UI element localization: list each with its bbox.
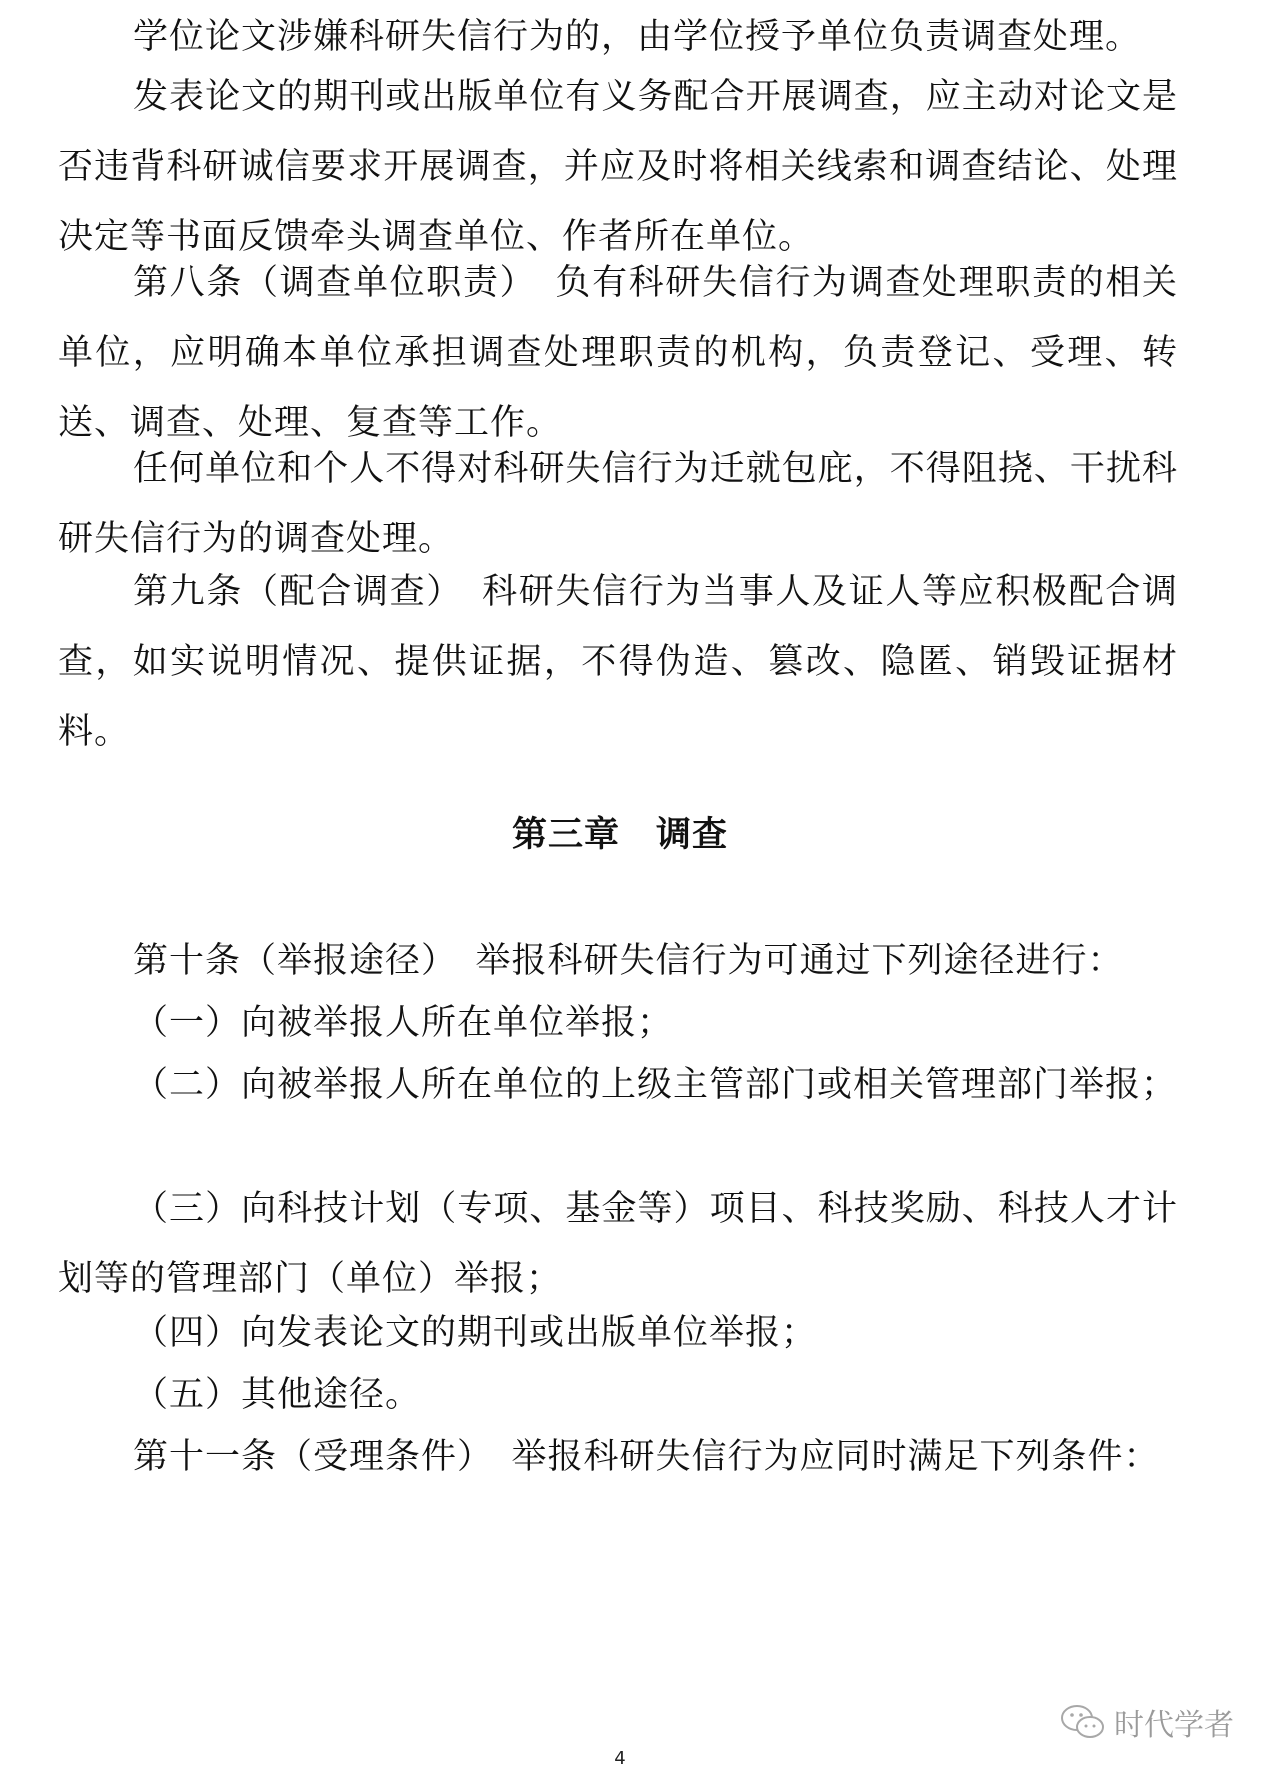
watermark xyxy=(1060,1700,1234,1744)
paragraph-journal-duty: 发表论文的期刊或出版单位有义务配合开展调查，应主动对论文是否违背科研诚信要求开展调查，并应及时将相关线索和调查结论、处理决定等书面反馈牵头调查单位、作者所在单位。 xyxy=(58,77,1178,257)
paragraph-no-shielding: 任何单位和个人不得对科研失信行为迁就包庇，不得阻挠、干扰科研失信行为的调查处理。 xyxy=(58,449,1178,559)
list-item-1: （一）向被举报人所在单位举报； xyxy=(133,1003,674,1043)
list-item-5: （五）其他途径。 xyxy=(133,1375,422,1415)
paragraph-article-9: 第九条（配合调查） 科研失信行为当事人及证人等应积极配合调查，如实说明情况、提供证据，不得伪造、篡改、隐匿、销毁证据材料。 xyxy=(58,572,1178,752)
list-item-4: （四）向发表论文的期刊或出版单位举报； xyxy=(133,1313,818,1353)
chapter-heading: 第三章 调查 xyxy=(511,815,728,855)
paragraph-article-8: 第八条（调查单位职责） 负有科研失信行为调查处理职责的相关单位，应明确本单位承担调查处理职责的机构，负责登记、受理、转送、调查、处理、复查等工作。 xyxy=(58,263,1178,443)
paragraph-degree-thesis: 学位论文涉嫌科研失信行为的，由学位授予单位负责调查处理。 xyxy=(133,17,1142,57)
paragraph-article-10: 第十条（举报途径） 举报科研失信行为可通过下列途径进行： xyxy=(133,941,1124,981)
list-item-2: （二）向被举报人所在单位的上级主管部门或相关管理部门举报； xyxy=(133,1065,1178,1105)
watermark-text: 时代学者 xyxy=(1114,1708,1234,1743)
paragraph-article-11: 第十一条（受理条件） 举报科研失信行为应同时满足下列条件： xyxy=(133,1437,1160,1477)
page-number: 4 xyxy=(614,1748,626,1769)
wechat-icon xyxy=(1060,1703,1106,1741)
list-item-3: （三）向科技计划（专项、基金等）项目、科技奖励、科技人才计划等的管理部门（单位）举报； xyxy=(58,1189,1178,1299)
